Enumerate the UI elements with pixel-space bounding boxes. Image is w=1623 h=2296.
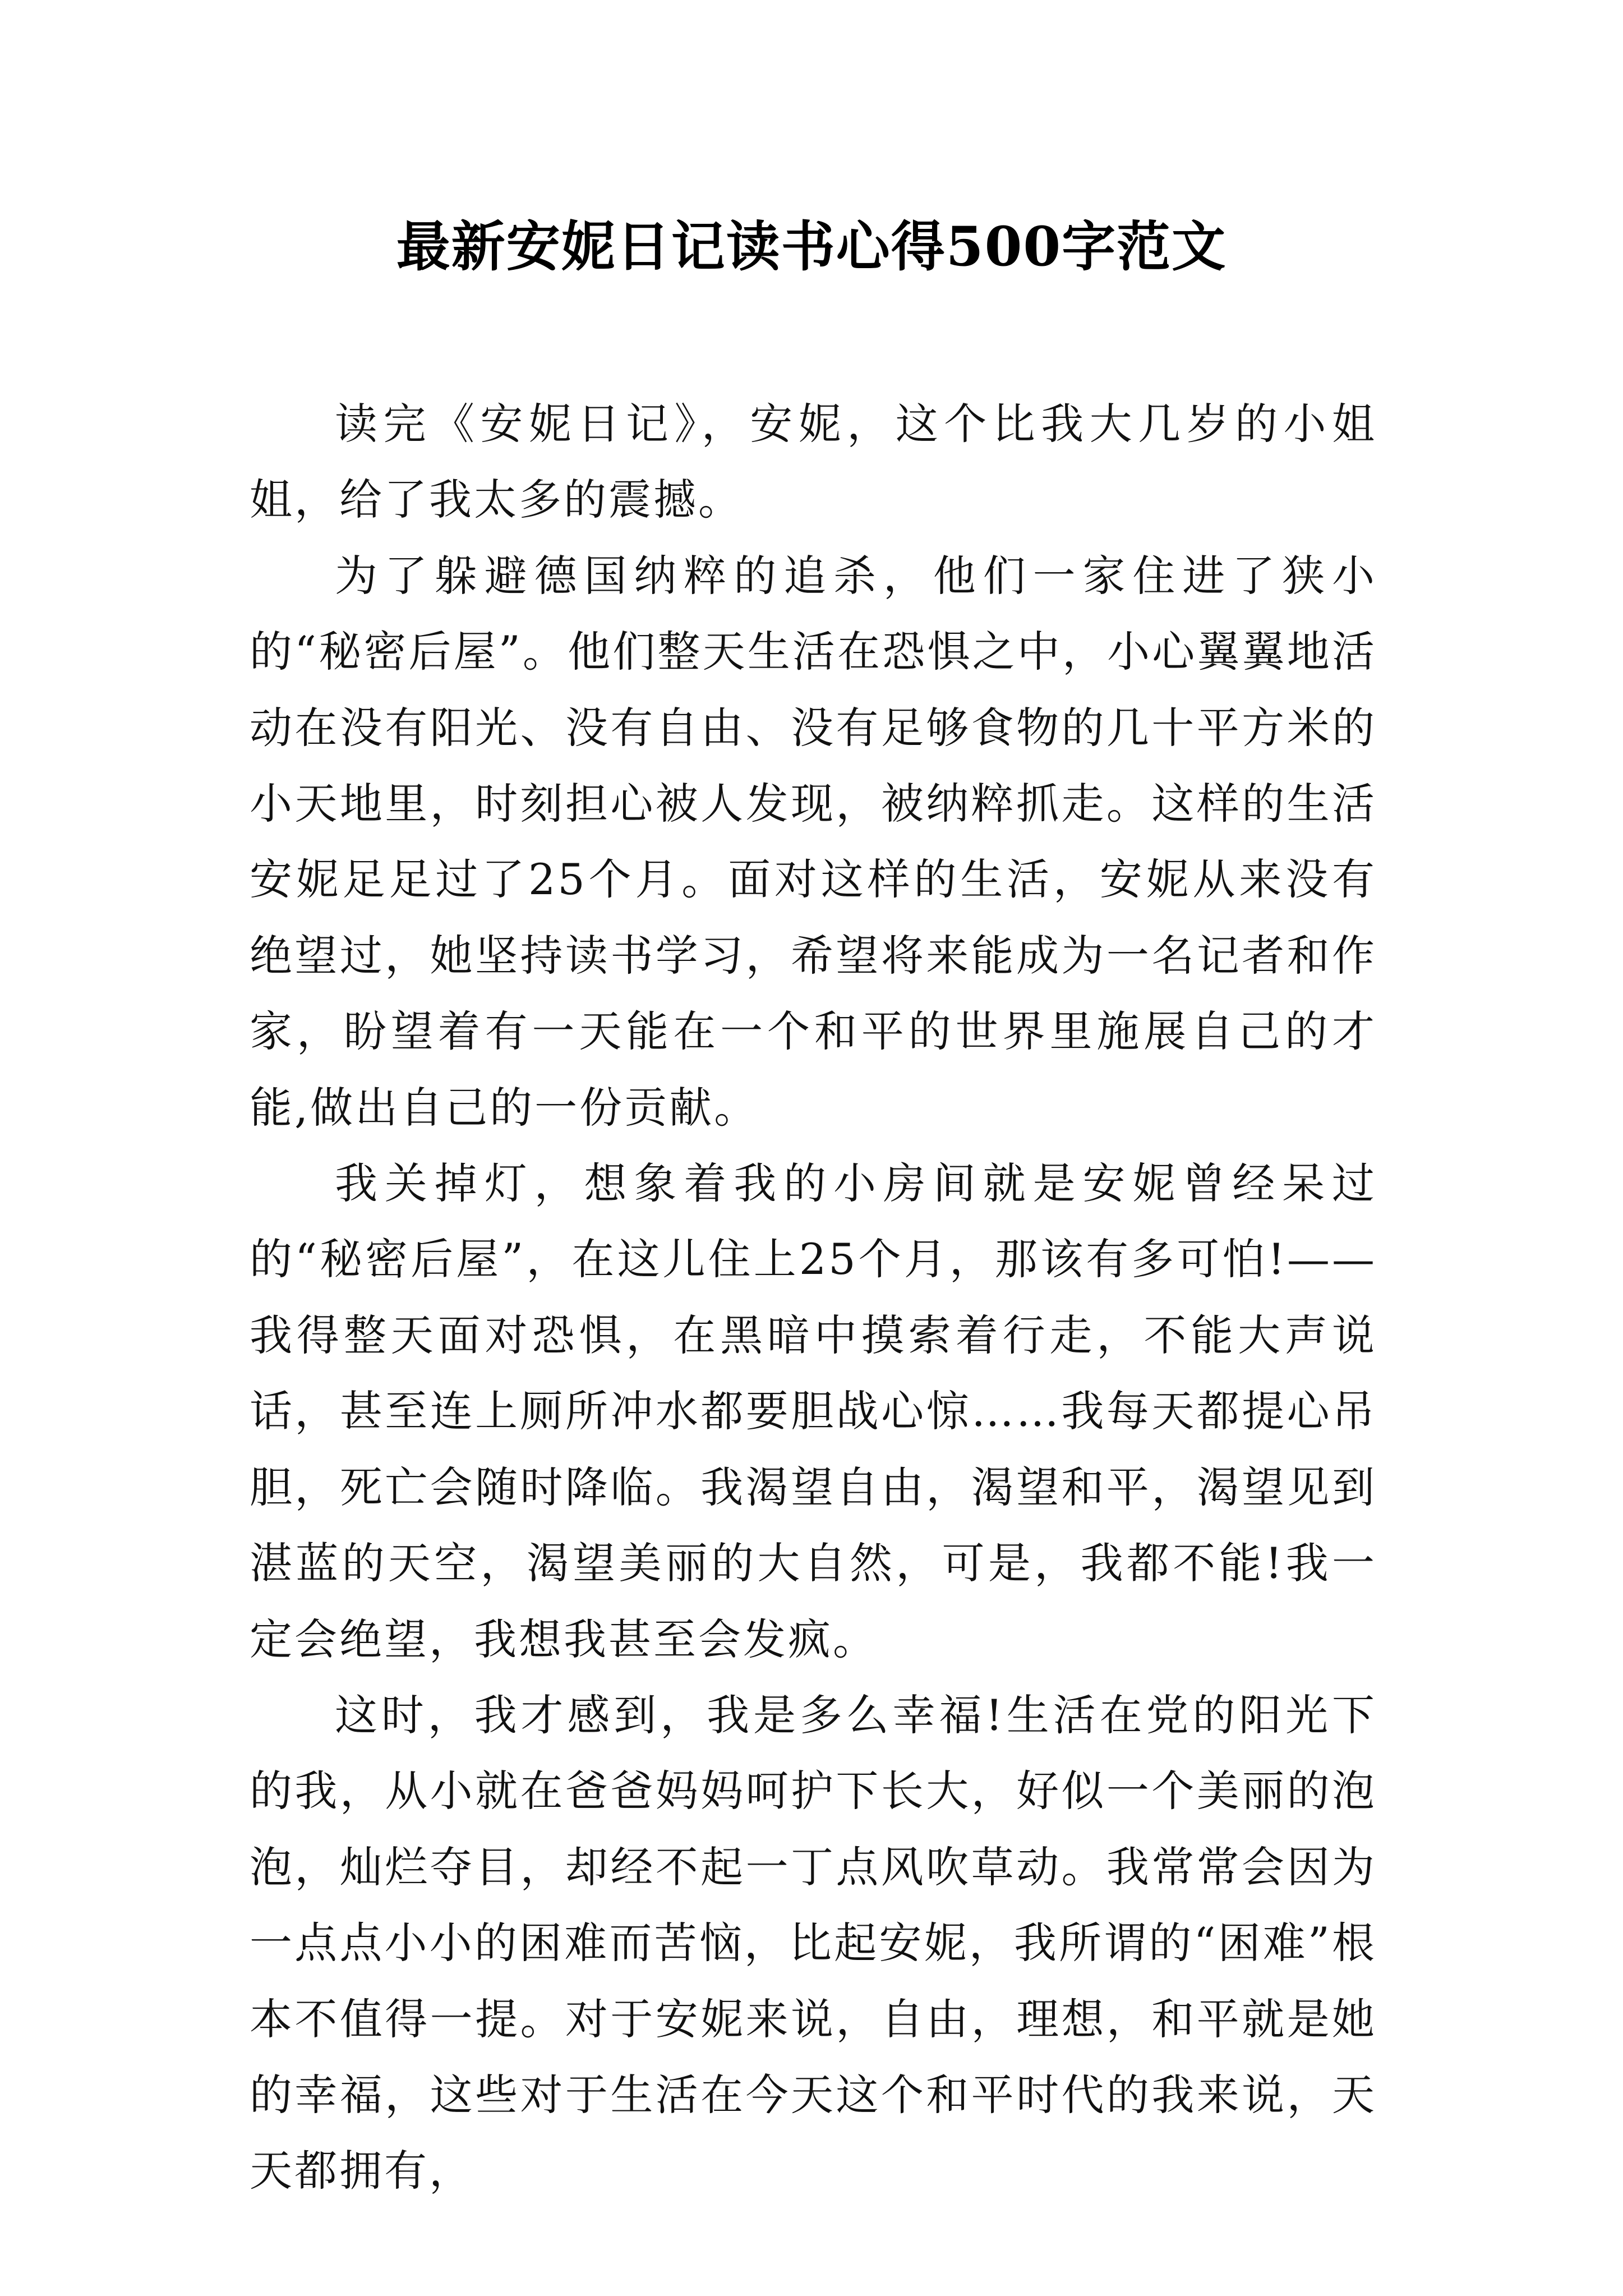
paragraph-2: 为了躲避德国纳粹的追杀，他们一家住进了狭小的“秘密后屋”。他们整天生活在恐惧之中，小心翼翼地活动在没有阳光、没有自由、没有足够食物的几十平方米的小天地里，时刻担心被人发现，被纳粹抓走。这样的生活安妮足足过了25个月。面对这样的生活，安妮从来没有绝望过，她坚持读书学习，希望将来能成为一名记者和作家，盼望着有一天能在一个和平的世界里施展自己的才能,做出自己的一份贡献。: [250, 550, 1377, 1133]
paragraph-3: 我关掉灯，想象着我的小房间就是安妮曾经呆过的“秘密后屋”，在这儿住上25个月，那该有多可怕!——我得整天面对恐惧，在黑暗中摸索着行走，不能大声说话，甚至连上厕所冲水都要胆战心惊……我每天都提心吊胆，死亡会随时降临。我渴望自由，渴望和平，渴望见到湛蓝的天空，渴望美丽的大自然，可是，我都不能!我一定会绝望，我想我甚至会发疯。: [250, 1158, 1377, 1664]
document-title: 最新安妮日记读书心得500字范文: [396, 215, 1227, 278]
document-body: [250, 386, 1377, 2209]
paragraph-4: 这时，我才感到，我是多么幸福!生活在党的阳光下的我，从小就在爸爸妈妈呵护下长大，好似一个美丽的泡泡，灿烂夺目，却经不起一丁点风吹草动。我常常会因为一点点小小的困难而苦恼，比起安妮，我所谓的“困难”根本不值得一提。对于安妮来说，自由，理想，和平就是她的幸福，这些对于生活在今天这个和平时代的我来说，天天都拥有，: [250, 1690, 1377, 2196]
paragraph-1: 读完《安妮日记》，安妮，这个比我大几岁的小姐姐，给了我太多的震撼。: [250, 399, 1377, 525]
